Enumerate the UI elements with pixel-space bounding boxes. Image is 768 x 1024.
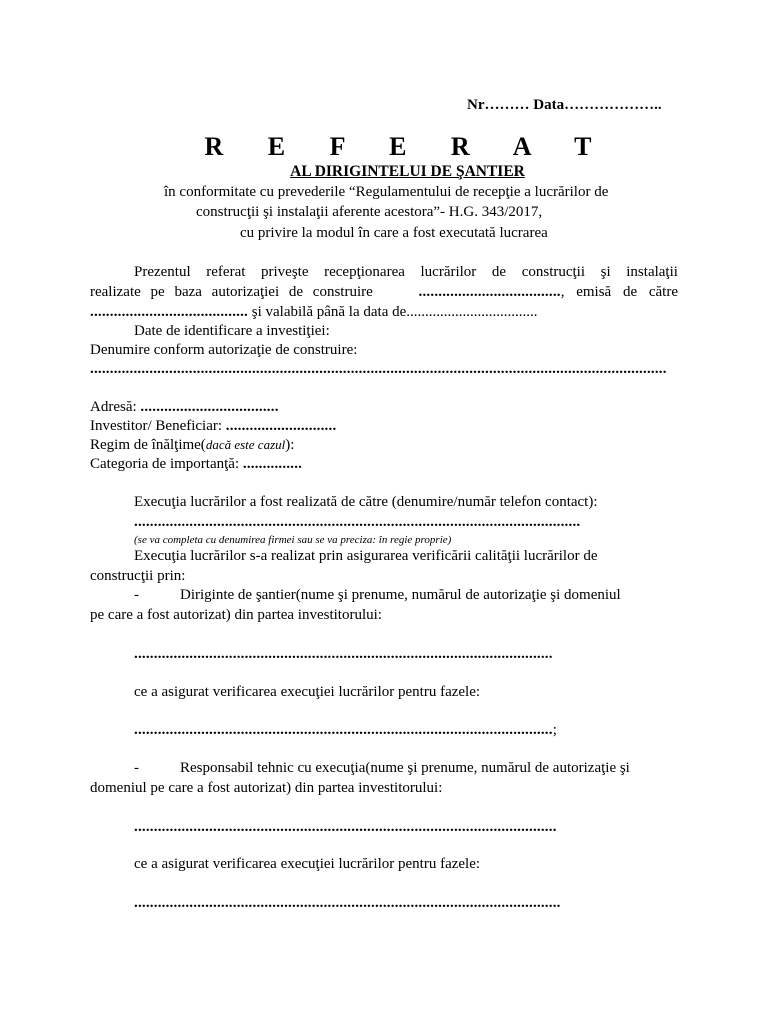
technical-manager-phases-dots: ............................................................................................................: [134, 895, 561, 911]
height-regime-end: ):: [285, 437, 295, 453]
para1-word-2: priveşte: [261, 264, 309, 280]
address-field: [90, 398, 279, 416]
site-supervisor-dots: ..........................................................................................................: [134, 646, 553, 662]
importance-category-label: Categoria de importanţă:: [90, 456, 243, 472]
para1-word-7: şi: [600, 264, 611, 280]
investor-label: Investitor/ Beneficiar:: [90, 418, 226, 434]
technical-manager-line-1: Responsabil tehnic cu execuţia(nume şi prenume, numărul de autorizaţie şi: [180, 760, 630, 776]
execution-contractor-label: Execuţia lucrărilor a fost realizată de către (denumire/număr telefon contact):: [134, 494, 598, 510]
site-supervisor-phases-label: ce a asigurat verificarea execuţiei lucrărilor pentru fazele:: [134, 684, 481, 700]
site-supervisor-phases-field: [134, 721, 557, 739]
authorization-dots: ....................................: [418, 284, 561, 300]
importance-category-dots: ...............: [242, 456, 303, 472]
quality-verification-line-2: construcţii prin:: [90, 568, 186, 584]
site-supervisor-line-2: pe care a fost autorizat) din partea investitorului:: [90, 607, 382, 623]
importance-category-field: [90, 455, 302, 473]
para1-line3-text: şi valabilă până la data de...................................: [248, 304, 538, 320]
site-supervisor-phases-end: ;: [552, 722, 557, 738]
document-subtitle: AL DIRIGINTELUI DE ŞANTIER: [290, 163, 525, 180]
site-supervisor-phases-dots: ..........................................................................................................: [134, 722, 553, 738]
intro-line-2: construcţii şi instalaţii aferente acestora”- H.G. 343/2017,: [196, 204, 543, 220]
height-regime-note: dacă este cazul: [205, 437, 286, 452]
para1-word-0: Prezentul: [134, 264, 191, 280]
site-supervisor-line-1: Diriginte de şantier(nume şi prenume, numărul de autorizaţie şi domeniul: [180, 587, 621, 603]
para1-line-2: [90, 283, 678, 301]
investment-identification-heading: Date de identificare a investiţiei:: [134, 323, 330, 339]
technical-manager-dots: ...........................................................................................................: [134, 819, 557, 835]
site-supervisor-dash: -: [134, 587, 139, 603]
technical-manager-dash: -: [134, 760, 139, 776]
para1-word-1: referat: [206, 264, 246, 280]
execution-contractor-dots: .................................................................................................................: [134, 514, 581, 530]
para1-line2-text: realizate pe baza autorizaţiei de construire: [90, 284, 373, 300]
quality-verification-line-1: Execuţia lucrărilor s-a realizat prin asigurarea verificării calităţii lucrărilor de: [134, 548, 598, 564]
height-regime-field: [90, 436, 294, 454]
para1-line-3: [90, 303, 538, 321]
height-regime-label: Regim de înălţime(: [90, 437, 206, 453]
para1-word-8: instalaţii: [626, 264, 678, 280]
address-dots: ...................................: [140, 399, 279, 415]
para1-word-4: lucrărilor: [420, 264, 477, 280]
number-date-line: Nr……… Data………………..: [467, 97, 662, 113]
technical-manager-phases-label: ce a asigurat verificarea execuţiei lucrărilor pentru fazele:: [134, 856, 481, 872]
para1-word-3: recepţionarea: [324, 264, 405, 280]
investor-field: [90, 417, 336, 435]
technical-manager-line-2: domeniul pe care a fost autorizat) din partea investitorului:: [90, 780, 443, 796]
name-per-authorization-label: Denumire conform autorizaţie de construire:: [90, 342, 358, 358]
para1-line2-fill: [419, 283, 678, 301]
intro-line-1: în conformitate cu prevederile “Regulamentului de recepţie a lucrărilor de: [164, 184, 609, 200]
name-per-authorization-dots: ..................................................................................................................................................: [90, 361, 667, 377]
intro-line-3: cu privire la modul în care a fost executată lucrarea: [240, 225, 548, 241]
document-title: R E F E R A T: [204, 132, 611, 161]
address-label: Adresă:: [90, 399, 141, 415]
issuer-dots: ........................................: [90, 304, 248, 320]
para1-word-6: construcţii: [521, 264, 586, 280]
para1-line-1: [134, 263, 678, 281]
investor-dots: ............................: [225, 418, 337, 434]
para1-word-5: de: [491, 264, 507, 280]
para1-line2-end: , emisă de către: [560, 284, 678, 300]
execution-contractor-note: (se va completa cu denumirea firmei sau se va preciza: în regie proprie): [134, 534, 452, 546]
